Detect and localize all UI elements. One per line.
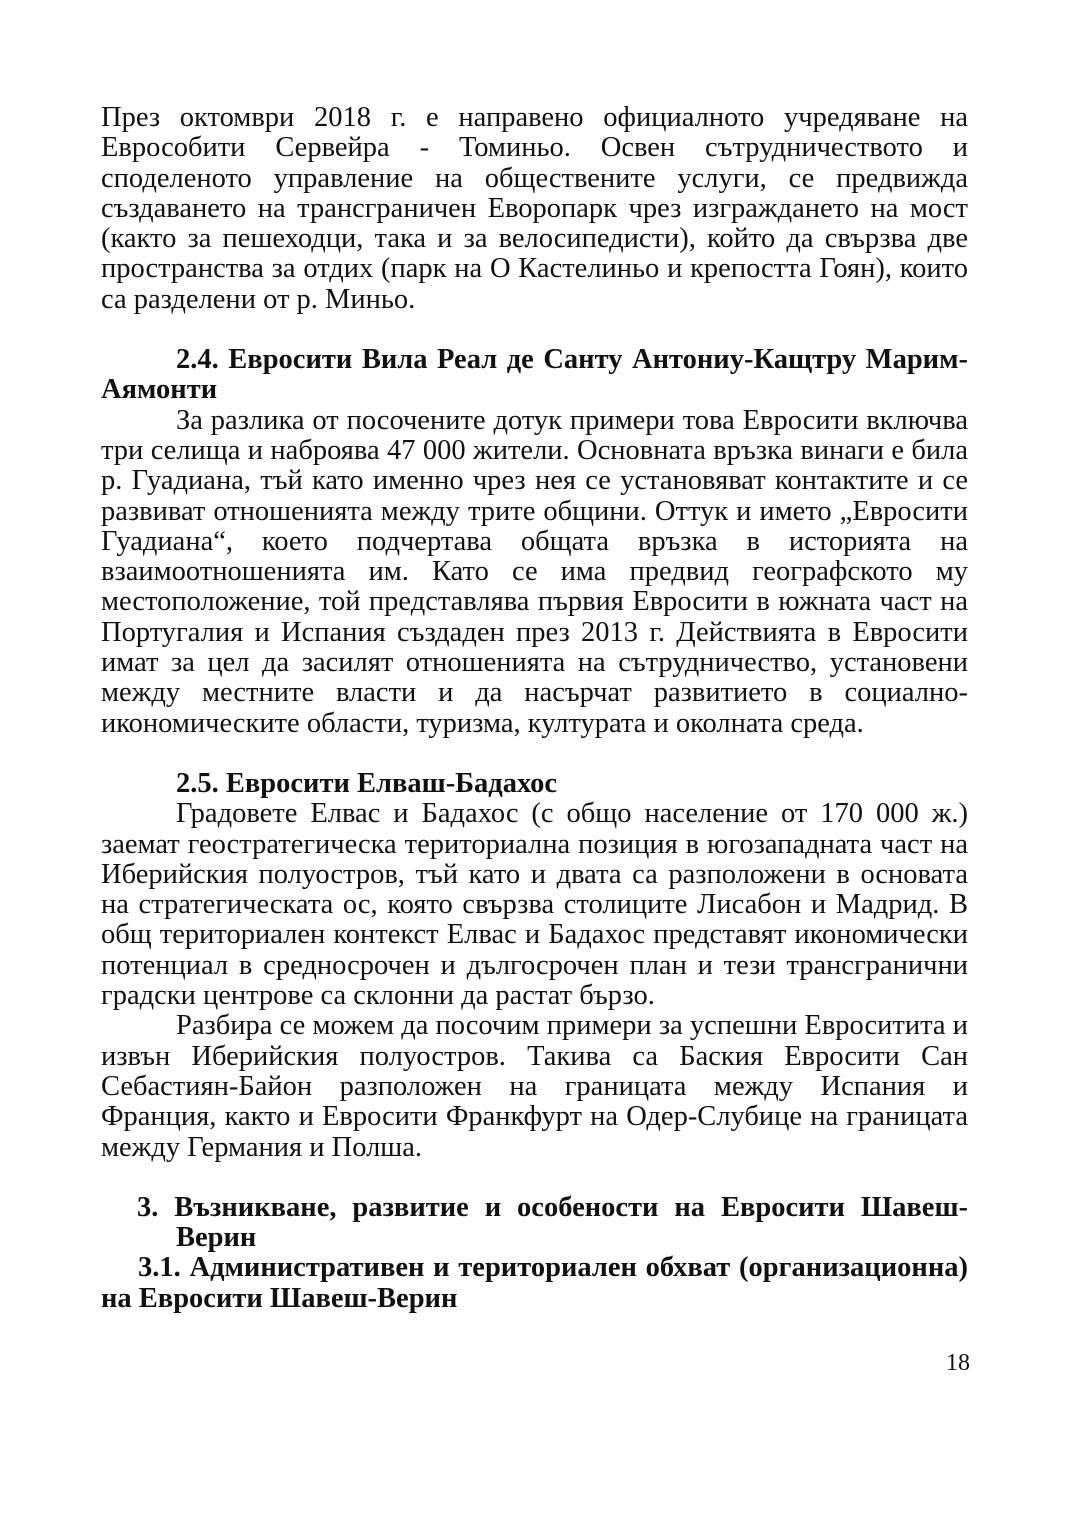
paragraph-other-eurocities: Разбира се можем да посочим примери за успешни Евроситита и извън Иберийския полуостров. Такива са Баския Евросити Сан Себастиян-Байон разположен на границата между Испания и Франция, както и Евросити Франкфурт на Одер-Слубице на границата между Германия и Полша. — [101, 1010, 968, 1163]
document-page — [101, 103, 968, 1314]
paragraph-servejra-tominyo: През октомври 2018 г. е направено официалното учредяване на Еврособити Сервейра - Томиньо. Освен сътрудничеството и споделеното управление на обществените услуги, се предвижда създаването на трансграничен Еворопарк чрез изграждането на мост (както за пешеходци, така и за велосипедисти), който да свързва две пространства за отдих (парк на О Кастелиньо и крепостта Гоян), които са разделени от р. Миньо. — [101, 102, 968, 315]
heading-2-5: 2.5. Евросити Елваш-Бадахос — [176, 767, 558, 799]
page-number: 18 — [946, 1350, 970, 1376]
heading-3-1: 3.1. Административен и териториален обхват (организационна) на Евросити Шавеш-Верин — [101, 1252, 968, 1314]
paragraph-elvas-badajoz: Градовете Елвас и Бадахос (с общо население от 170 000 ж.) заемат геостратегическа териториална позиция в югозападната част на Иберийския полуостров, тъй като и двата са разположени в основата на стратегическата ос, която свързва столиците Лисабон и Мадрид. В общ териториален контекст Елвас и Бадахос представят икономически потенциал в средносрочен и дългосрочен план и тези трансгранични градски центрове са склонни да растат бързо. — [101, 798, 968, 1012]
heading-2-4: 2.4. Евросити Вила Реал де Санту Антониу-Кащтру Марим-Аямонти — [101, 344, 968, 406]
heading-3: 3. Възникване, развитие и особености на Евросити Шавеш-Верин — [137, 1191, 968, 1254]
paragraph-guadiana: За разлика от посочените дотук примери това Евросити включва три селища и наброява 47 000 жители. Основната връзка винаги е била р. Гуадиана, тъй като именно чрез нея се установяват контактите и се развиват отношенията между трите общини. Оттук и името „Евросити Гуадиана“, което подчертава общата връзка в историята на взаимоотношенията им. Като се има предвид географското му местоположение, той представлява първия Евросити в южната част на Португалия и Испания създаден през 2013 г. Действията в Евросити имат за цел да засилят отношенията на сътрудничество, установени между местните власти и да насърчат развитието в социално-икономическите области, туризма, културата и околната среда. — [101, 404, 968, 739]
